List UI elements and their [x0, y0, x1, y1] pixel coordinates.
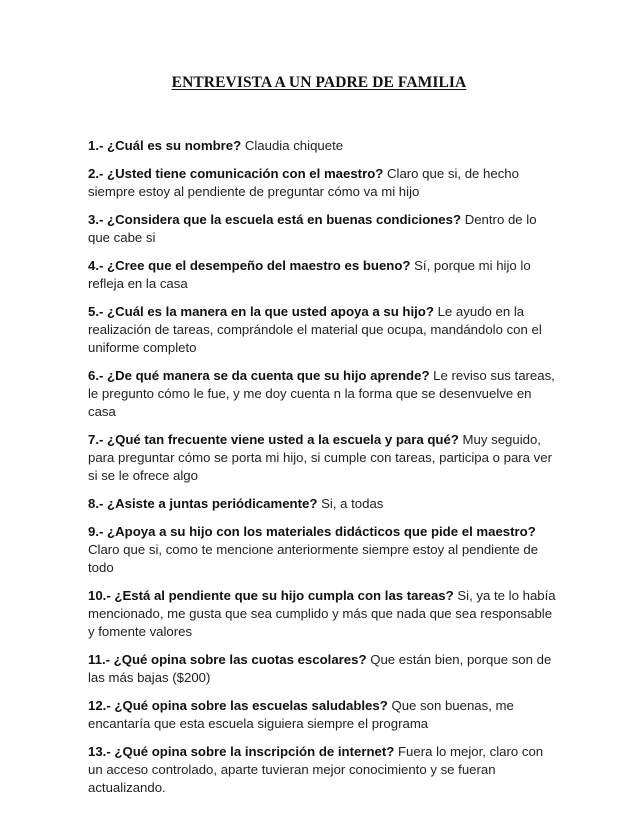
- answer: Claro que si, como te mencione anteriormente siempre estoy al pendiente de todo: [88, 542, 539, 575]
- question: 9.- ¿Apoya a su hijo con los materiales didácticos que pide el maestro?: [88, 524, 536, 539]
- answer: Que están bien, porque son de las más bajas ($200): [88, 652, 552, 685]
- question: 2.- ¿Usted tiene comunicación con el maestro?: [88, 166, 384, 181]
- qa-item-10: [88, 587, 556, 641]
- qa-item-13: [88, 743, 556, 797]
- answer: Dentro de lo que cabe si: [88, 212, 537, 245]
- qa-item-9: [88, 523, 556, 577]
- answer: Fuera lo mejor, claro con un acceso controlado, aparte tuvieran mejor conocimiento y se fueran actualizando.: [88, 744, 544, 795]
- qa-item-12: [88, 697, 556, 733]
- answer: Sí, porque mi hijo lo refleja en la casa: [88, 258, 531, 291]
- answer: Que son buenas, me encantaría que esta escuela siguiera siempre el programa: [88, 698, 514, 731]
- answer: Claro que si, de hecho siempre estoy al pendiente de preguntar cómo va mi hijo: [88, 166, 519, 199]
- interview-list: [88, 137, 556, 807]
- question: 13.- ¿Qué opina sobre la inscripción de internet?: [88, 744, 395, 759]
- question: 5.- ¿Cuál es la manera en la que usted apoya a su hijo?: [88, 304, 434, 319]
- qa-item-2: [88, 165, 556, 201]
- qa-item-3: [88, 211, 556, 247]
- qa-item-7: [88, 431, 556, 485]
- qa-item-5: [88, 303, 556, 357]
- question: 11.- ¿Qué opina sobre las cuotas escolares?: [88, 652, 367, 667]
- question: 8.- ¿Asiste a juntas periódicamente?: [88, 496, 318, 511]
- answer: Claudia chiquete: [244, 138, 344, 153]
- answer: Le ayudo en la realización de tareas, comprándole el material que ocupa, mandándolo con el uniforme completo: [88, 304, 542, 355]
- qa-item-4: [88, 257, 556, 293]
- question: 3.- ¿Considera que la escuela está en buenas condiciones?: [88, 212, 462, 227]
- answer: Si, ya te lo había mencionado, me gusta que sea cumplido y más que nada que sea responsable y fomente valores: [88, 588, 556, 639]
- qa-item-1: [88, 137, 556, 155]
- question: 1.- ¿Cuál es su nombre?: [88, 138, 242, 153]
- question: 12.- ¿Qué opina sobre las escuelas saludables?: [88, 698, 388, 713]
- document-title: ENTREVISTA A UN PADRE DE FAMILIA: [171, 74, 467, 91]
- qa-item-8: [88, 495, 556, 513]
- qa-item-6: [88, 367, 556, 421]
- answer: Muy seguido, para preguntar cómo se porta mi hijo, si cumple con tareas, participa o para ver si se le ofrece algo: [88, 432, 552, 483]
- question: 4.- ¿Cree que el desempeño del maestro es bueno?: [88, 258, 411, 273]
- answer: Le reviso sus tareas, le pregunto cómo le fue, y me doy cuenta n la forma que se desenvuelve en casa: [88, 368, 555, 419]
- qa-item-11: [88, 651, 556, 687]
- question: 6.- ¿De qué manera se da cuenta que su hijo aprende?: [88, 368, 430, 383]
- question: 10.- ¿Está al pendiente que su hijo cumpla con las tareas?: [88, 588, 454, 603]
- question: 7.- ¿Qué tan frecuente viene usted a la escuela y para qué?: [88, 432, 459, 447]
- answer: Si, a todas: [321, 496, 384, 511]
